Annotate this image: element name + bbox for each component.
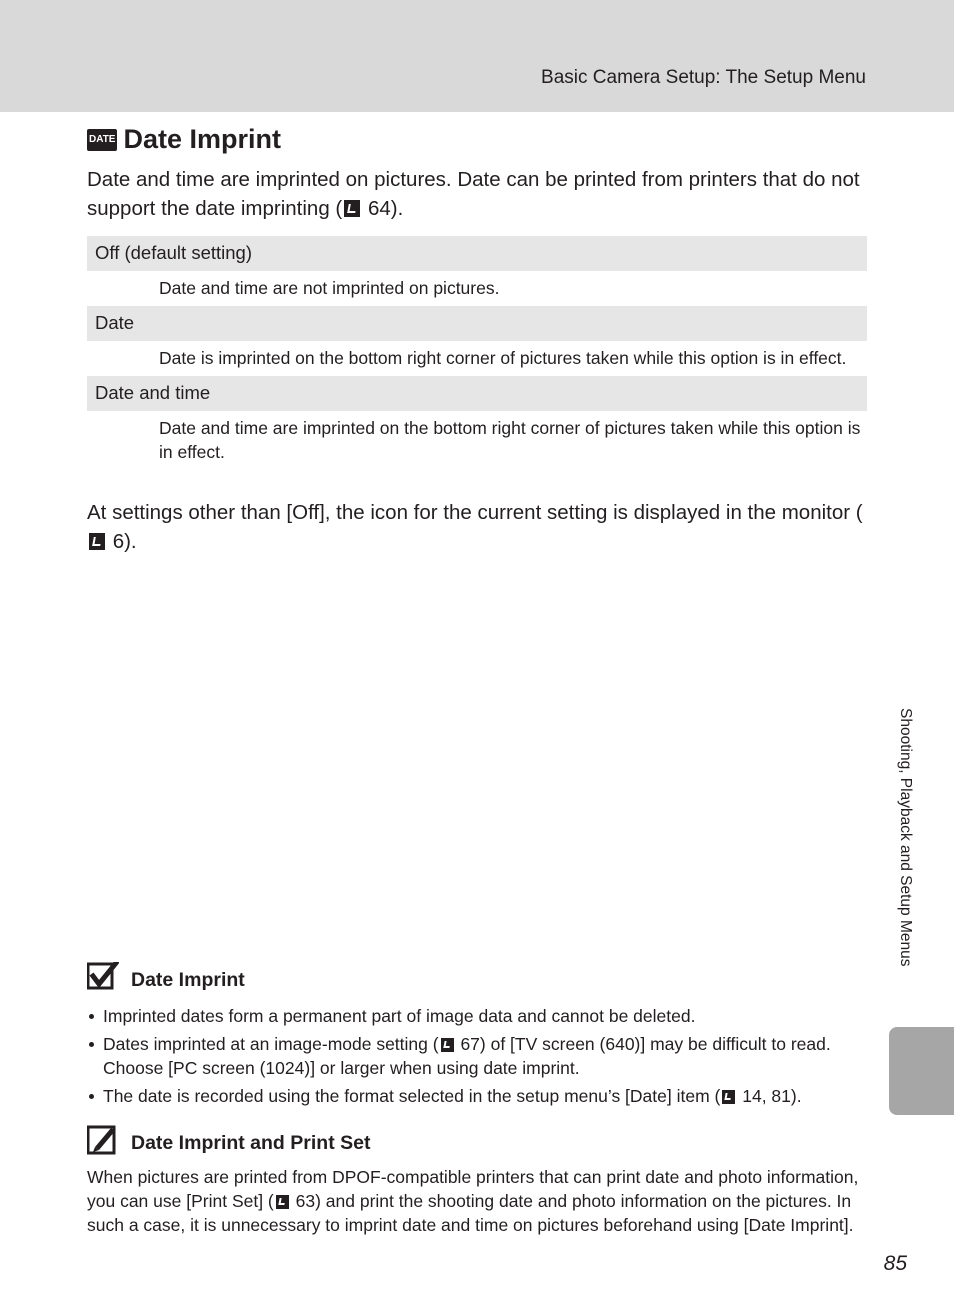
caution-title: Date Imprint	[131, 969, 245, 991]
option-description: Date is imprinted on the bottom right corner of pictures taken while this option is in effect.	[159, 348, 847, 368]
page-reference-icon	[722, 1090, 735, 1104]
header-band	[0, 0, 954, 112]
notes-heading	[87, 1125, 370, 1155]
list-item-text: 67) of [TV screen (640)] may be difficult to read. Choose [PC screen (1024)] or larger when using date imprint.	[103, 1034, 831, 1078]
chapter-tab	[889, 1027, 954, 1115]
list-item-text: 14, 81).	[737, 1086, 802, 1106]
page-reference-icon	[441, 1038, 454, 1052]
chapter-side-label: Shooting, Playback and Setup Menus	[897, 708, 914, 967]
running-header: Basic Camera Setup: The Setup Menu	[541, 67, 866, 88]
settings-note	[87, 498, 867, 556]
option-description: Date and time are not imprinted on pictures.	[159, 278, 500, 298]
caution-heading	[87, 962, 245, 992]
note-text: At settings other than [Off], the icon for the current setting is displayed in the monitor (	[87, 501, 863, 524]
pencil-note-icon	[87, 1125, 119, 1155]
page-reference-icon	[276, 1195, 289, 1209]
list-item	[87, 1084, 877, 1108]
list-item	[87, 1032, 877, 1080]
caution-list	[87, 1004, 877, 1112]
intro-text: Date and time are imprinted on pictures. Date can be printed from printers that do not support the date imprinting (	[87, 168, 860, 220]
list-item-text: Dates imprinted at an image-mode setting (	[103, 1034, 439, 1054]
date-imprint-icon: DATE	[87, 129, 117, 151]
checkmark-caution-icon	[87, 962, 119, 992]
option-label: Date and time	[87, 376, 867, 411]
page-reference-icon	[344, 200, 360, 217]
page-reference-icon	[89, 533, 105, 550]
page-number: 85	[883, 1252, 907, 1275]
intro-paragraph	[87, 165, 877, 223]
notes-paragraph	[87, 1165, 877, 1237]
notes-text: 63) and print the shooting date and photo information on the pictures. In such a case, it is unnecessary to imprint date and time on pictures beforehand using [Date Imprint].	[87, 1191, 854, 1235]
notes-text: When pictures are printed from DPOF-compatible printers that can print date and photo information, you can use [Print Set] (	[87, 1167, 859, 1211]
list-item-text: Imprinted dates form a permanent part of image data and cannot be deleted.	[103, 1006, 696, 1026]
section-heading	[87, 124, 281, 155]
list-item	[87, 1004, 877, 1028]
section-title: Date Imprint	[123, 124, 282, 154]
list-item-text: The date is recorded using the format selected in the setup menu’s [Date] item (	[103, 1086, 721, 1106]
option-label: Date	[87, 306, 867, 341]
option-description: Date and time are imprinted on the bottom right corner of pictures taken while this option is in effect.	[159, 418, 861, 462]
option-table	[87, 236, 867, 470]
note-ref: 6).	[107, 530, 137, 553]
option-label: Off (default setting)	[87, 236, 867, 271]
intro-ref: 64).	[362, 197, 404, 220]
notes-title: Date Imprint and Print Set	[131, 1132, 371, 1154]
